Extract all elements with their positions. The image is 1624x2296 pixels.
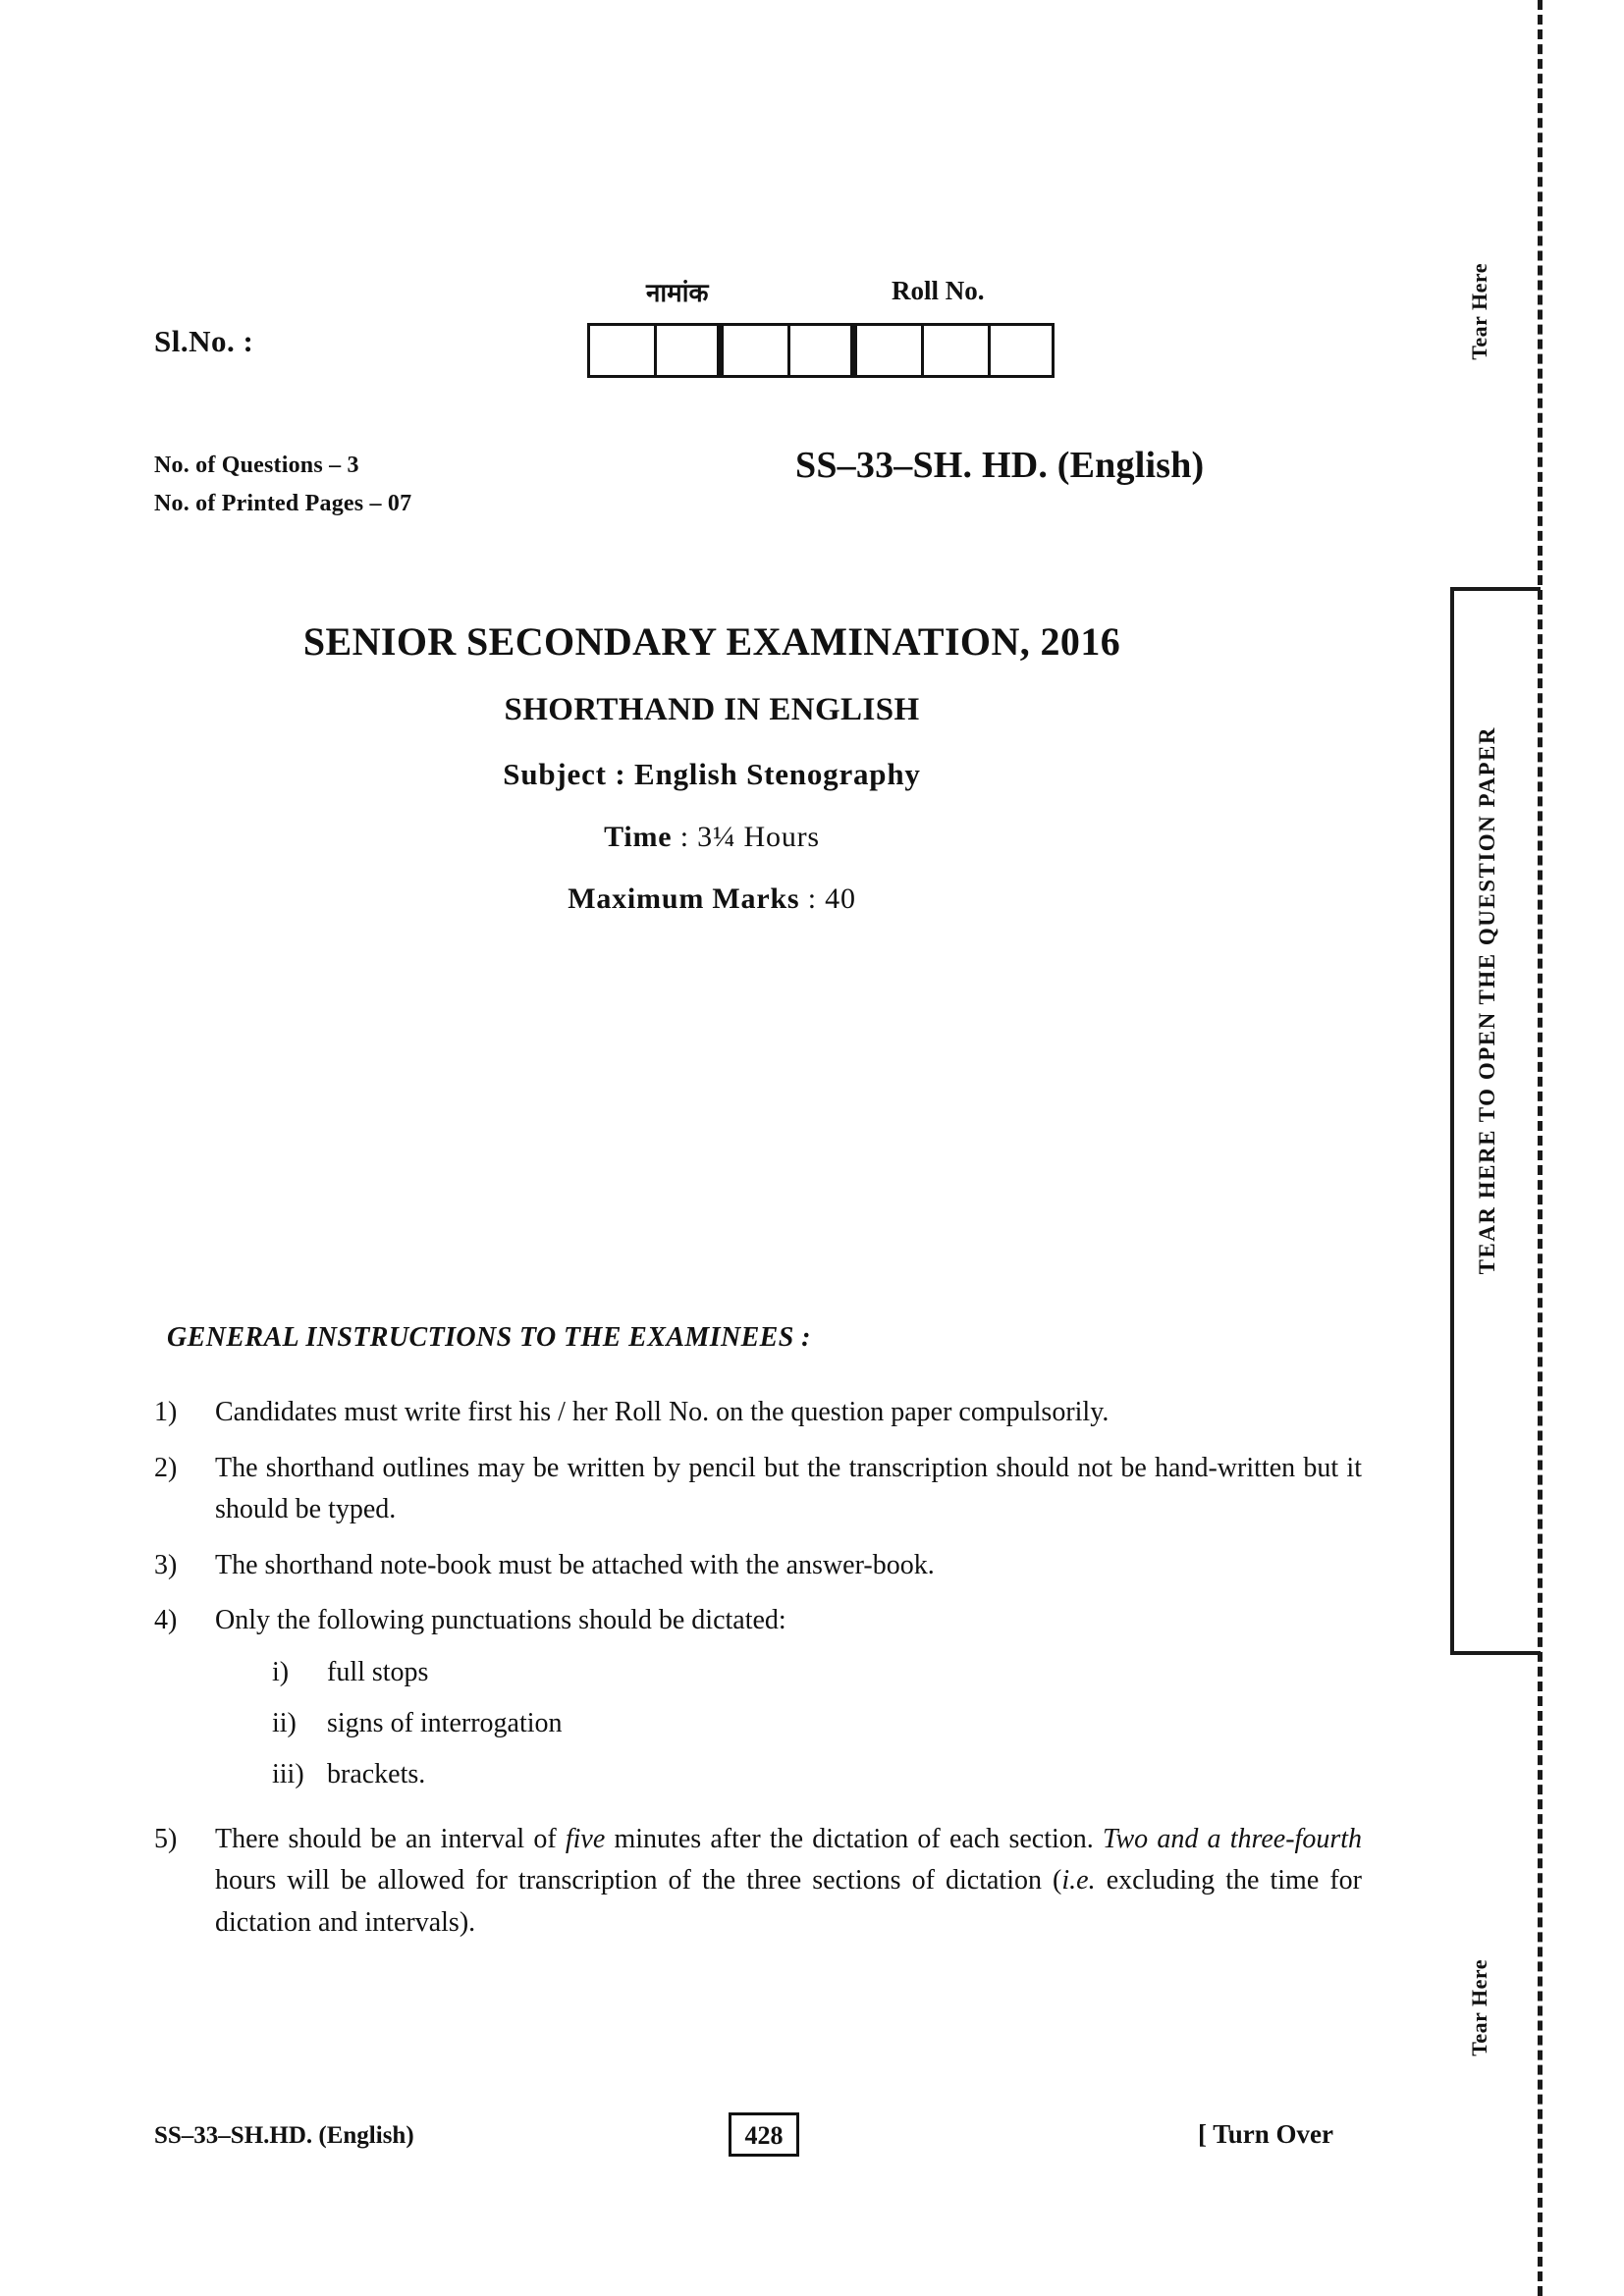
instruction-sub-number: i)	[272, 1656, 290, 1687]
instruction-text: The shorthand outlines may be written by pencil but the transcription should not be hand-written but it should be typed.	[215, 1452, 1362, 1525]
roll-number-cell[interactable]	[721, 323, 787, 378]
instruction-sub-item	[272, 1652, 1362, 1693]
instruction-sub-item	[272, 1754, 1362, 1795]
instructions-heading: GENERAL INSTRUCTIONS TO THE EXAMINEES :	[167, 1322, 811, 1353]
instruction-number: 4)	[154, 1605, 178, 1636]
exam-marks-value: : 40	[807, 882, 856, 915]
instructions-list	[154, 1392, 1362, 1957]
roll-number-grid[interactable]	[587, 323, 1055, 378]
instruction-text-run: There should be an interval of	[215, 1823, 566, 1854]
exam-subtitle: SHORTHAND IN ENGLISH	[504, 692, 920, 727]
instruction-emphasis: Two and a three-fourth	[1102, 1823, 1362, 1854]
instruction-item	[154, 1545, 1362, 1587]
instruction-number: 3)	[154, 1549, 178, 1580]
roll-number-cell[interactable]	[787, 323, 854, 378]
instruction-item	[154, 1392, 1362, 1434]
instruction-sub-item	[272, 1703, 1362, 1744]
exam-title: SENIOR SECONDARY EXAMINATION, 2016	[302, 619, 1121, 664]
tear-open-notice: TEAR HERE TO OPEN THE QUESTION PAPER	[1475, 726, 1499, 1275]
serial-number-label: Sl.No. :	[154, 324, 254, 358]
instruction-emphasis: five	[565, 1823, 606, 1854]
instruction-item	[154, 1448, 1362, 1531]
no-of-printed-pages: No. of Printed Pages – 07	[154, 490, 412, 516]
instruction-sub-list	[272, 1652, 1362, 1795]
roll-number-cell[interactable]	[988, 323, 1055, 378]
tear-here-top-label: Tear Here	[1467, 263, 1491, 360]
instruction-text-run: minutes after the dictation of each section.	[605, 1823, 1103, 1854]
instruction-sub-number: ii)	[272, 1707, 297, 1738]
roll-number-cell[interactable]	[921, 323, 988, 378]
roll-number-cell[interactable]	[654, 323, 721, 378]
roll-number-cell[interactable]	[854, 323, 921, 378]
exam-subject: Subject : English Stenography	[503, 757, 921, 791]
exam-maximum-marks	[0, 882, 1424, 916]
exam-heading-block	[0, 618, 1424, 916]
exam-time	[0, 821, 1424, 854]
instruction-number: 1)	[154, 1397, 178, 1427]
instruction-text-run: hours will be allowed for transcription of the three sections of dictation (	[215, 1865, 1062, 1896]
exam-time-label: Time	[604, 821, 673, 853]
roll-number-hindi-label: नामांक	[646, 279, 709, 308]
exam-time-value: : 3¼ Hours	[679, 821, 820, 853]
instruction-emphasis: i.e.	[1061, 1865, 1096, 1896]
roll-number-english-label: Roll No.	[892, 276, 985, 305]
footer-paper-code: SS–33–SH.HD. (English)	[154, 2122, 414, 2149]
exam-marks-label: Maximum Marks	[568, 882, 800, 915]
instruction-text: The shorthand note-book must be attached with the answer-book.	[215, 1549, 935, 1580]
roll-number-cell[interactable]	[587, 323, 654, 378]
instruction-sub-text: signs of interrogation	[327, 1707, 563, 1738]
tear-here-bottom-label: Tear Here	[1467, 1959, 1491, 2056]
instruction-number: 5)	[154, 1823, 178, 1854]
instruction-text	[215, 1819, 1362, 1945]
instruction-item	[154, 1819, 1362, 1945]
instruction-sub-text: brackets.	[327, 1758, 426, 1789]
instruction-text: Candidates must write first his / her Roll No. on the question paper compulsorily.	[215, 1397, 1110, 1427]
instruction-text: Only the following punctuations should be dictated:	[215, 1605, 786, 1636]
footer-turn-over: [ Turn Over	[1198, 2119, 1334, 2149]
instruction-sub-text: full stops	[327, 1656, 429, 1687]
footer-page-number: 428	[729, 2112, 799, 2157]
instruction-number: 2)	[154, 1452, 178, 1483]
instruction-item	[154, 1600, 1362, 1805]
paper-code: SS–33–SH. HD. (English)	[795, 445, 1205, 486]
paper-meta-block	[154, 447, 411, 523]
instruction-sub-number: iii)	[272, 1758, 304, 1789]
instruction-text-run: excluding the time for dictation and intervals).	[215, 1865, 1362, 1938]
no-of-questions: No. of Questions – 3	[154, 453, 359, 478]
